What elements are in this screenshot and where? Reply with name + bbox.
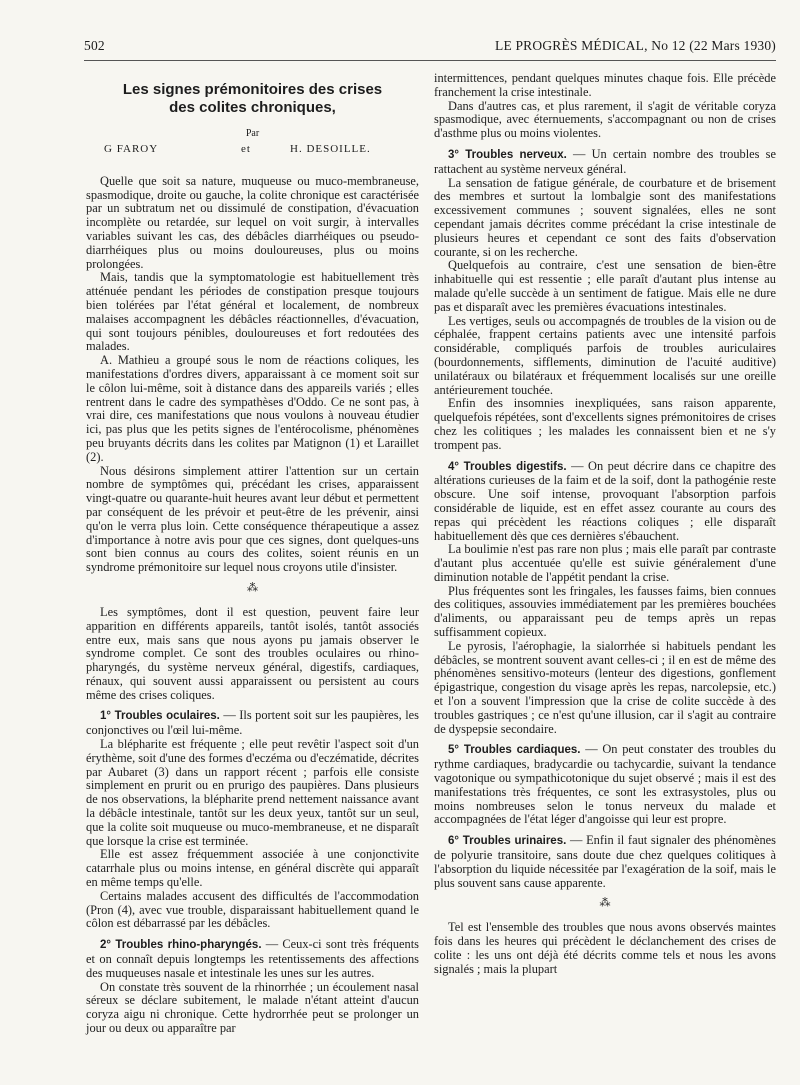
running-title: LE PROGRÈS MÉDICAL, No 12 (22 Mars 1930) — [495, 38, 776, 53]
right-column — [434, 72, 776, 977]
paragraph: La boulimie n'est pas rare non plus ; mais elle paraît par contraste d'autant plus accentuée qu'elle est suivie généralement d'une diminution notable de l'appétit pendant la crise. — [434, 542, 776, 584]
intro-paragraph: Quelle que soit sa nature, muqueuse ou muco-membraneuse, spasmodique, droite ou gauche, la colite chronique est caractérisée par un subtratum net ou dissimulé de constipation, d'évacuation incomplète ou retardée, sur lequel on voit surgir, à intervalles variables suivant les cas, des débâcles diarrhéiques ou pseudo-diarrhéiques plus ou moins douloureuses, plus ou moins prolongées. — [86, 173, 419, 271]
paragraph: Mais, tandis que la symptomatologie est habituellement très atténuée pendant les périodes de constipation presque toujours bien tolérées par l'état général et localement, de nombreux malaises accompagnent les débâcles réactionnelles, d'évacuation, qui sont toujours pénibles, douloureuses et fort redoutées des malades. — [86, 270, 419, 354]
paragraph: Les vertiges, seuls ou accompagnés de troubles de la vision ou de céphalée, frappent certains patients avec une intensité parfois considérable, compliqués parfois de troubles auriculaires (bourdonnements, sifflements, diminution de l'acuité auditive) unilatéraux ou bilatéraux et fréquemment localisés sur une oreille antérieurement touchée. — [434, 313, 776, 397]
paragraph: Dans d'autres cas, et plus rarement, il s'agit de véritable coryza spasmodique, avec éternuements, s'accompagnant ou non de crises d'asthme plus ou moins violentes. — [434, 98, 776, 141]
section-urinary — [434, 834, 776, 890]
page-number: 502 — [84, 38, 105, 53]
section-cardiac — [434, 743, 776, 827]
paragraph: Elle est assez fréquemment associée à une conjonctivite catarrhale plus ou moins intense, en général discrète qui apparaît en même temps qu'elle. — [86, 847, 419, 890]
authors — [86, 143, 419, 157]
paragraph: Quelquefois au contraire, c'est une sensation de bien-être inhabituelle qui est ressentie ; elle paraît d'autant plus intense au malade qu'elle succède à un sentiment de fatigue. Mais elle ne dure pas et disparaît avec les premières évacuations intestinales. — [434, 258, 776, 314]
author-1: G FAROY — [104, 142, 159, 155]
paragraph: Certains malades accusent des difficultés de l'accommodation (Pron (4), avec vue trouble, disparaissant habituellement quand le côlon est débarrassé par les débâcles. — [86, 888, 419, 931]
paragraph: Plus fréquentes sont les fringales, les fausses faims, bien connues des colitiques, assouvies immédiatement par les premières bouchées d'aliments, ou apparaissant peu de temps après un repas suffisamment copieux. — [434, 583, 776, 640]
section-rhino — [86, 938, 419, 980]
byline-par: Par — [245, 128, 260, 139]
left-column — [86, 72, 419, 1036]
section-ocular — [86, 709, 419, 738]
header-rule — [84, 60, 776, 61]
section-lead: — Ils portent soit sur les paupières, les conjonctives ou l'œil lui-même. — [86, 708, 419, 738]
article-title — [86, 81, 419, 117]
authors-et: et — [241, 142, 251, 155]
section-heading: 6° Troubles urinaires. — [448, 835, 567, 848]
section-separator: ⁂ — [599, 897, 611, 910]
paragraph: Enfin des insomnies inexpliquées, sans raison apparente, quelquefois répétées, sont d'excellents signes prémonitoires de crises chez les colitiques ; les malades les connaissent bien et ne s'y trompent pas. — [434, 396, 776, 452]
title-line-2: des colites chroniques, — [169, 99, 336, 116]
title-line-1: Les signes prémonitoires des crises — [122, 81, 383, 98]
paragraph: On constate très souvent de la rhinorrhée ; un écoulement nasal séreux se déclare subitement, le malade n'étant atteint d'aucun coryza aigu ni chronique. Cette hydrorrhée peut se prolonger un jour ou deux ou apparaître par — [86, 979, 419, 1036]
section-heading: 2° Troubles rhino-pharyngés. — [100, 939, 262, 952]
section-separator: ⁂ — [247, 581, 258, 594]
section-lead: — Enfin il faut signaler des phénomènes de polyurie transitoire, sans doute due chez quelques colitiques à l'absorption du liquide nécessitée par l'exagération de la soif, mais le plus souvent sans cause apparente. — [434, 833, 776, 890]
section-nervous — [434, 148, 776, 177]
paragraph: La sensation de fatigue générale, de courbature et de brisement des membres et surtout la lombalgie sont des manifestations excessivement communes ; souvent signalées, elles ne sont cependant jamais décrites comme précédant la crise intestinale de plusieurs heures et cependant ce sont des faits d'observation courante, si on les recherche. — [434, 175, 776, 259]
section-heading: 4° Troubles digestifs. — [448, 460, 567, 473]
paragraph: La blépharite est fréquente ; elle peut revêtir l'aspect soit d'un érythème, soit d'une des formes d'eczéma ou d'eczématide, décrites par Aubaret (3) dans un rapport récent ; parfois elle consiste simplement en prurit ou en prurigo des paupières. Dans plusieurs de nos observations, la blépharite prend nettement naissance avant la débâcle intestinale, tantôt sur les deux yeux, tantôt sur un seul, que la colite soit muqueuse ou muco-membraneuse, et ne disparaît que lorsque la crise est terminée. — [86, 737, 419, 848]
section-heading: 3° Troubles nerveux. — [448, 148, 567, 161]
author-2: H. DESOILLE. — [290, 142, 371, 155]
paragraph: Les symptômes, dont il est question, peuvent faire leur apparition en différents appareils, tantôt isolés, tantôt associés entre eux, mais sans que nous ayons pu jamais observer le syndrome complet. Ce sont des troubles oculaires ou rhino-pharyngés, du système nerveux général, digestifs, cardiaques, rénaux, qui souvent aussi apparaissent ou persistent au cours même des crises coliques. — [86, 604, 419, 702]
paragraph: Nous désirons simplement attirer l'attention sur un certain nombre de symptômes qui, précédant les crises, apparaissent vingt-quatre ou quarante-huit heures avant leur début et permettent par conséquent de les prévoir et peut-être de les prévenir, ainsi qu'on le verra plus loin. Cette conséquence thérapeutique a assez d'importance à notre avis pour que ces signes, dont quelques-uns sont bien connus au cours des colites, soient réunis en un syndrome prémonitoire sur lequel nous croyons utile d'insister. — [86, 463, 419, 575]
section-lead: — Un certain nombre des troubles se rattachent au système nerveux général. — [434, 146, 776, 176]
section-digestive — [434, 460, 776, 544]
section-heading: 5° Troubles cardiaques. — [448, 744, 581, 757]
section-heading: 1° Troubles oculaires. — [100, 710, 220, 723]
paragraph: intermittences, pendant quelques minutes chaque fois. Elle précède franchement la crise intestinale. — [434, 71, 776, 99]
section-lead: — Ceux-ci sont très fréquents et on connaît depuis longtemps les retentissements des affections des muqueuses nasale et intestinale les unes sur les autres. — [86, 937, 419, 980]
paragraph: Le pyrosis, l'aérophagie, la sialorrhée si habituels pendant les débâcles, se montrent souvent avant celles-ci ; il en est de même des phénomènes sensitivo-moteurs (lenteur des digestions, gonflement épigastrique, congestion du visage après les repas, narcolepsie, etc.) et l'on a souvent l'impression que la crise de colite succède à des troubles gastriques ; ce n'est qu'une illusion, car il s'agit au contraire de dyspepsie secondaire. — [434, 638, 776, 736]
paragraph: Tel est l'ensemble des troubles que nous avons observés maintes fois dans les heures qui précèdent le déclanchement des crises de colite : les uns ont déjà été décrits comme tels et nous les avons signalés ; mais la plupart — [434, 920, 776, 976]
section-lead: — On peut décrire dans ce chapitre des altérations curieuses de la faim et de la soif, dont la pathogénie reste obscure. Une soif intense, provoquant l'absorption parfois considérable de liquide, est en effet assez courante au cours des repas qui précèdent les réactions coliques ; elle disparaît habituellement dès que ces dernières s'ébauchent. — [434, 458, 776, 543]
paragraph: A. Mathieu a groupé sous le nom de réactions coliques, les manifestations d'ordres divers, apparaissant à ce moment soit sur le côlon lui-même, soit à distance dans des appareils variés ; elles rentrent dans le cadre des sympathèses d'Oddo. Ce ne sont pas, à vrai dire, ces manifestations que nous voulons à nouveau étudier ici, pas plus que les petits signes de l'entérocolisme, phénomènes peu bruyants décrits dans les colites par Matignon (1) et Laraillet (2). — [86, 353, 419, 464]
running-header — [84, 38, 776, 56]
section-lead: — On peut constater des troubles du rythme cardiaques, bradycardie ou tachycardie, suivant la tendance vagotonique ou sympathicotonique du sujet observé ; mais il est des manifestations très fréquentes, ce sont les extrasystoles, plus ou moins nombreuses selon le tonus nerveux du malade et accompagnées de l'état léger d'angoisse qui leur est propre. — [434, 742, 776, 827]
